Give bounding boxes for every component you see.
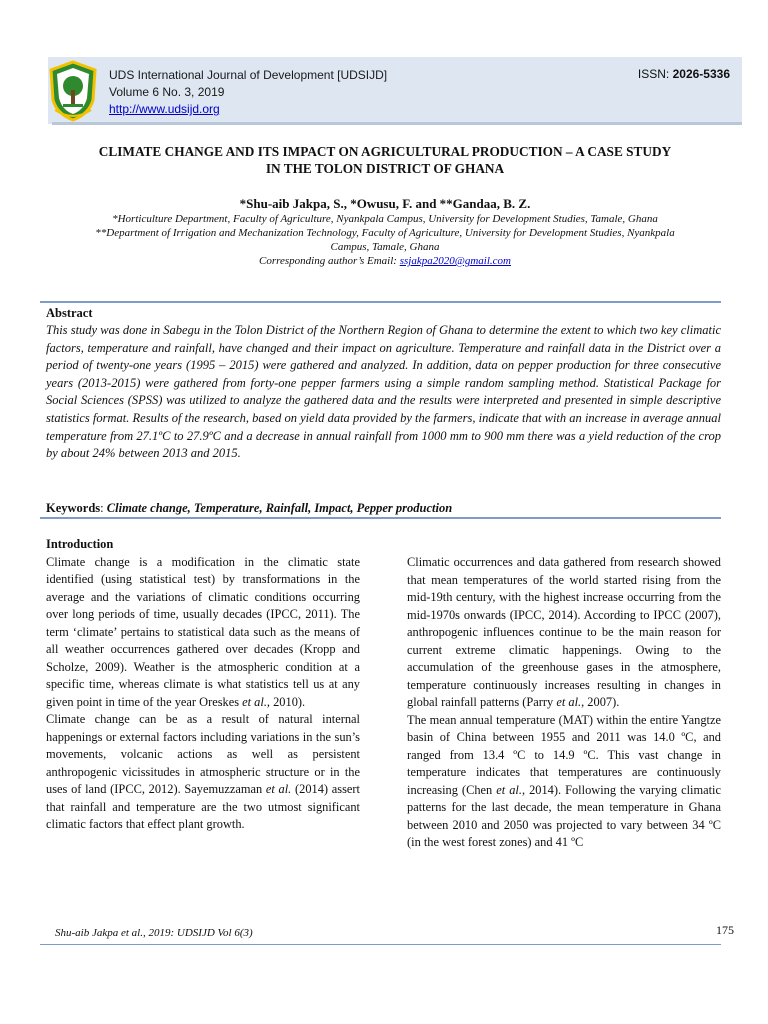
footer-citation: Shu-aib Jakpa et al., 2019: UDSIJD Vol 6(3) xyxy=(55,927,253,939)
intro-para-3-text: Climatic occurrences and data gathered from research showed that mean temperatures of the world started rising from the mid-19th century, with the highest increase occurring from the mid-1970s onwards (IPCC, 2014). According to IPCC (2007), anthropogenic influences continue to be the main reason for current extreme climatic happenings. Owing to the accumulation of the greenhouse gases in the atmosphere, temperature continuously increases resulting in changes in global rainfall patterns (Parry xyxy=(407,555,721,709)
intro-para-1-end: 2010). xyxy=(270,694,306,709)
issn xyxy=(638,67,730,81)
keywords xyxy=(46,501,452,516)
intro-para-4 xyxy=(407,712,721,852)
issn-value: 2026-5336 xyxy=(672,67,730,81)
intro-para-3-end: , 2007). xyxy=(581,695,620,709)
keywords-label: Keywords xyxy=(46,501,101,515)
page-number: 175 xyxy=(716,923,734,937)
intro-para-2-end: (2014) assert that rainfall and temperature are the two utmost significant climatic factors that effect plant growth. xyxy=(46,782,360,831)
footer-rule xyxy=(40,944,721,945)
et-al: et al. xyxy=(496,782,522,797)
intro-para-3 xyxy=(407,554,721,712)
journal-url-link[interactable]: http://www.udsijd.org xyxy=(109,102,220,116)
article-title xyxy=(40,143,730,177)
affiliations xyxy=(20,212,750,268)
intro-para-2-text: Climate change can be as a result of natural internal happenings or external factors including variations in the sun’s movements, volcanic actions as well as persistent anthropogenic vicissitudes in atmospheric structure or in the uses of land (IPCC, 2012). Sayemuzzaman xyxy=(46,712,360,796)
journal-volume: Volume 6 No. 3, 2019 xyxy=(109,85,225,99)
abstract-text: This study was done in Sabegu in the Tolon District of the Northern Region of Ghana to determine the extent to which two key climatic factors, temperature and rainfall, have changed and their impact on agriculture. Temperature and rainfall data in the District over a period of twenty-one years (1995 – 2015) were gathered and analyzed. In addition, data on pepper production for three consecutive years (2013-2015) were gathered from forty-one pepper farmers using a simple random sampling method. Statistical Package for Social Sciences (SPSS) was utilized to analyze the gathered data and the results were interpreted and presented in simple descriptive statistics format. Results of the research, based on yield data provided by the farmers, indicate that with an increase in average annual temperature from 27.1ºC to 27.9ºC and a decrease in annual rainfall from 1000 mm to 900 mm there was a yield reduction of the crop by about 24% between 2013 and 2015. xyxy=(46,323,721,461)
et-al: et al. xyxy=(265,782,292,796)
intro-para-2 xyxy=(46,711,360,834)
intro-para-4-text: The mean annual temperature (MAT) within the entire Yangtze basin of China between 1955 and 2011 was 14.0 ºC, and ranged from 13.4 ºC to 14.9 ºC. This vast change in temperature indicates that temperatures are continuously increasing (Chen xyxy=(407,712,721,797)
corresponding-author xyxy=(20,254,750,268)
authors: *Shu-aib Jakpa, S., *Owusu, F. and **Gandaa, B. Z. xyxy=(239,196,531,211)
column-right xyxy=(407,554,721,852)
intro-heading: Introduction xyxy=(46,537,114,551)
affiliation-3: Campus, Tamale, Ghana xyxy=(330,241,440,253)
intro-para-1-text: Climate change is a modification in the climatic state identified (using statistical test) by transformations in the average and the variations of climatic conditions occurring over long periods of time, usually decades (IPCC, 2011). The term ‘climate’ pertains to statistical data such as the means of all weather occurrences gathered over decades (Kropp and Scholze, 2009). Weather is the atmospheric condition at a specific time, whereas climate is what statistics tell us at any given point in time of the year Oreskes xyxy=(46,554,360,709)
et-al: et al., xyxy=(242,694,271,709)
title-line-1: CLIMATE CHANGE AND ITS IMPACT ON AGRICULTURAL PRODUCTION – A CASE STUDY xyxy=(98,144,672,159)
uds-crest-logo-icon xyxy=(47,60,99,122)
journal-header xyxy=(109,67,387,118)
corresponding-label: Corresponding author’s Email: xyxy=(259,255,400,267)
header-shadow xyxy=(52,122,742,125)
column-left xyxy=(46,536,360,834)
keywords-colon: : xyxy=(100,501,107,515)
divider-keywords xyxy=(40,517,721,519)
affiliation-2: **Department of Irrigation and Mechanization Technology, Faculty of Agriculture, University for Development Studies, Nyankpala xyxy=(95,227,675,239)
corresponding-email-link[interactable]: ssjakpa2020@gmail.com xyxy=(399,255,511,267)
intro-para-1 xyxy=(46,554,360,712)
divider-top xyxy=(40,301,721,303)
keywords-values: Climate change, Temperature, Rainfall, Impact, Pepper production xyxy=(106,501,453,515)
et-al: et al. xyxy=(556,695,582,709)
intro-para-4-end: , 2014). Following the varying climatic patterns for the last decade, the mean temperature in Ghana between 2010 and 2050 was projected to vary between 34 ºC (in the west forest zones) and 41 ºC xyxy=(407,782,721,849)
journal-name: UDS International Journal of Development [UDSIJD] xyxy=(109,68,388,82)
affiliation-1: *Horticulture Department, Faculty of Agriculture, Nyankpala Campus, University for Development Studies, Tamale, Ghana xyxy=(112,213,658,225)
abstract-heading: Abstract xyxy=(46,306,93,320)
title-line-2: IN THE TOLON DISTRICT OF GHANA xyxy=(265,161,505,176)
issn-label: ISSN: xyxy=(637,67,670,81)
